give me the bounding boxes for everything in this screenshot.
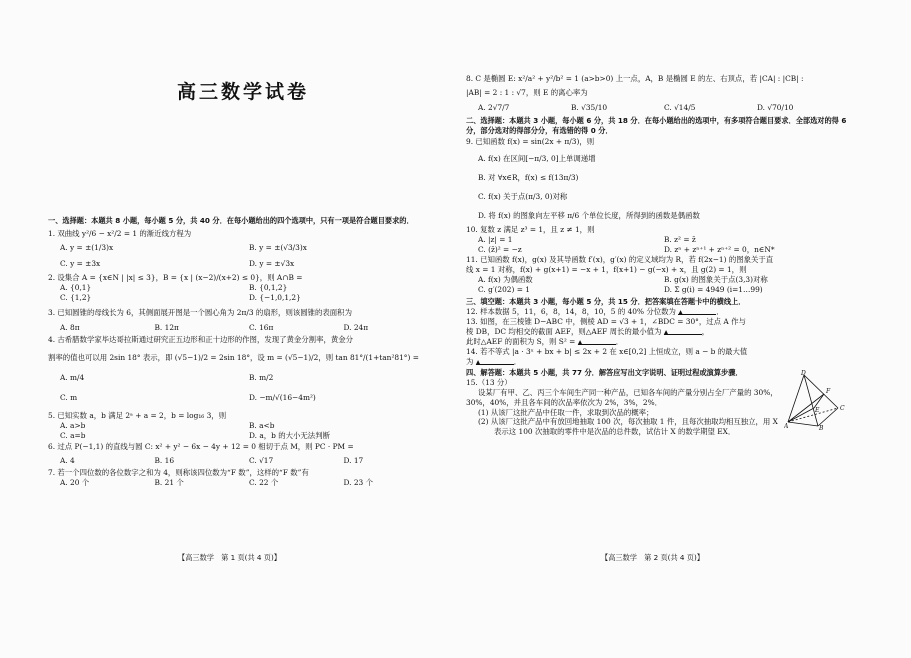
exam-title: 高三数学试卷 bbox=[176, 81, 309, 103]
question-8-line-2: |AB| = 2 : 1 : √7，则 E 的离心率为 bbox=[466, 87, 588, 97]
option: C. f(x) 关于点(π/3, 0)对称 bbox=[478, 192, 568, 202]
question-13-line-2: 棱 DB，DC 均相交的截面 AEF，则△AEF 周长的最小值为 ▲ ， bbox=[466, 326, 710, 336]
section-2-heading: 二、选择题：本题共 3 小题，每小题 6 分，共 18 分．在每小题给出的选项中，有多项符合题目要求．全部选对的得 6 分，部分选对的得部分分，有选错的得 0 分． bbox=[466, 115, 847, 135]
option: D. y = ±√3x bbox=[249, 258, 295, 268]
question-4-line-1: 4. 古希腊数学家毕达哥拉斯通过研究正五边形和正十边形的作图，发现了黄金分割率，黄金分 bbox=[48, 334, 354, 344]
question-8-options bbox=[466, 103, 850, 113]
question-15-title: 15.（13 分） bbox=[466, 377, 512, 387]
page-2-footer: 【高三数学 第 2 页(共 4 页)】 bbox=[601, 553, 704, 562]
answer-blank bbox=[678, 307, 716, 315]
option: A. a>b bbox=[60, 420, 86, 430]
blank-mark: ▲ bbox=[577, 338, 583, 346]
question-15-line-1: 设某厂有甲、乙、丙三个车间生产同一种产品，已知各车间的产量分别占全厂产量的 30%， bbox=[478, 387, 778, 397]
option: C. 22 个 bbox=[249, 478, 279, 488]
option: C. a=b bbox=[60, 430, 86, 440]
question-10-options bbox=[466, 235, 850, 255]
question-14-line-2: 为 ▲ ． bbox=[466, 356, 522, 366]
option: A. f(x) 在区间[−π/3, 0]上单调递增 bbox=[478, 154, 596, 164]
question-12-text: 12. 样本数据 5，11，6，8，14，8，10，5 的 40% 分位数为 bbox=[466, 306, 676, 316]
option: B. y = ±(√3/3)x bbox=[249, 242, 307, 252]
edge-DC bbox=[804, 375, 838, 408]
label-E: E bbox=[815, 407, 820, 414]
question-4-line-2: 割率的值也可以用 2sin 18° 表示，即 (√5−1)/2 = 2sin 18°，设 m = (√5−1)/2，则 tan 81°/(1+tan²81°) = bbox=[48, 352, 419, 362]
question-7-options bbox=[48, 478, 438, 488]
option: B. 16 bbox=[154, 456, 175, 466]
option: B. g(x) 的图象关于点(3,3)对称 bbox=[664, 275, 768, 285]
option: A. {0,1} bbox=[60, 282, 92, 292]
option: C. 16π bbox=[249, 322, 274, 332]
question-15-part-2: (2) 从该厂这批产品中有放回地抽取 100 次，每次抽取 1 件，且每次抽取均相互独立，用 X bbox=[478, 417, 778, 427]
option: A. 20 个 bbox=[60, 478, 90, 488]
option: D. 将 f(x) 的图象向左平移 π/6 个单位长度，所得到的函数是偶函数 bbox=[478, 211, 700, 221]
blank-mark: ▲ bbox=[475, 358, 481, 366]
question-15-line-2: 30%，40%，并且各车间的次品率依次为 2%，3%，2%． bbox=[466, 397, 663, 407]
option: D. √70/10 bbox=[757, 102, 794, 112]
answer-blank bbox=[578, 337, 616, 345]
option: B. 12π bbox=[154, 322, 179, 332]
option: C. √17 bbox=[249, 456, 274, 466]
question-3-options bbox=[48, 323, 438, 333]
question-11-options bbox=[466, 275, 850, 295]
option: A. y = ±(1/3)x bbox=[60, 242, 114, 252]
blank-mark: ▲ bbox=[663, 328, 669, 336]
label-B: B bbox=[819, 425, 824, 430]
question-10: 10. 复数 z 满足 z³ = 1，且 z ≠ 1，则 bbox=[466, 225, 595, 235]
option: B. m/2 bbox=[249, 372, 274, 382]
question-13-text-2: 此时△AEF 的面积为 S，则 S² = bbox=[466, 336, 576, 346]
page-2 bbox=[466, 74, 850, 594]
question-7: 7. 若一个四位数的各位数字之和为 4，则称该四位数为“F 数”，这样的“F 数”有 bbox=[48, 468, 309, 478]
blank-mark: ▲ bbox=[678, 308, 683, 316]
option: B. 21 个 bbox=[154, 478, 184, 488]
option: A. |z| = 1 bbox=[478, 235, 513, 245]
option: A. m/4 bbox=[60, 372, 85, 382]
question-13-line-3: 此时△AEF 的面积为 S，则 S² = ▲ ． bbox=[466, 336, 624, 346]
section-3-heading: 三、填空题：本题共 3 小题，每小题 5 分，共 15 分．把答案填在答题卡中的横线上． bbox=[466, 297, 746, 307]
option: B. a<b bbox=[249, 420, 275, 430]
edge-AB bbox=[788, 422, 818, 426]
question-4-options bbox=[48, 373, 438, 403]
answer-blank bbox=[664, 327, 702, 335]
option: D. 17 bbox=[343, 456, 364, 466]
option: A. 2√7/7 bbox=[478, 102, 510, 112]
option: D. Σ g(i) = 4949 (i=1…99) bbox=[664, 285, 763, 295]
option: D. {−1,0,1,2} bbox=[249, 292, 301, 302]
option: A. f(x) 为偶函数 bbox=[478, 275, 533, 285]
question-2-options bbox=[48, 283, 438, 303]
option: C. (z̄)² = −z bbox=[478, 245, 522, 255]
question-9: 9. 已知函数 f(x) = sin(2x + π/3)，则 bbox=[466, 137, 595, 147]
question-1-options bbox=[48, 243, 438, 269]
section-1-heading: 一、选择题：本题共 8 小题，每小题 5 分，共 40 分．在每小题给出的四个选项中，只有一项是符合题目要求的． bbox=[48, 216, 414, 225]
question-6-options bbox=[48, 456, 438, 466]
question-11-line-1: 11. 已知函数 f(x)，g(x) 及其导函数 f′(x)，g′(x) 的定义域均为 R，若 f(2x−1) 的图象关于直 bbox=[466, 255, 774, 265]
question-13-text: 棱 DB，DC 均相交的截面 AEF，则△AEF 周长的最小值为 bbox=[466, 326, 662, 336]
answer-blank bbox=[476, 357, 514, 365]
section-4-heading: 四、解答题：本题共 5 小题，共 77 分．解答应写出文字说明、证明过程或演算步骤． bbox=[466, 367, 743, 377]
label-A: A bbox=[784, 423, 789, 430]
question-12: 12. 样本数据 5，11，6，8，14，8，10，5 的 40% 分位数为 ▲ ． bbox=[466, 306, 724, 316]
option: C. m bbox=[60, 392, 78, 402]
option: C. {1,2} bbox=[60, 292, 92, 302]
option: D. a，b 的大小无法判断 bbox=[249, 430, 330, 440]
question-13-line-1: 13. 如图，在三棱锥 D−ABC 中，侧棱 AD = √3 + 1，∠BDC = 30°，过点 A 作与 bbox=[466, 316, 746, 326]
option: B. z² = z̄ bbox=[664, 235, 696, 245]
page-1-content bbox=[48, 216, 438, 488]
label-C: C bbox=[840, 405, 845, 412]
question-9-options bbox=[466, 154, 850, 221]
option: B. √35/10 bbox=[571, 102, 608, 112]
page-1 bbox=[48, 60, 438, 580]
question-3: 3. 已知圆锥的母线长为 6，其侧面展开图是一个圆心角为 2π/3 的扇形，则该圆锥的表面积为 bbox=[48, 307, 352, 317]
option: D. −m/√(16−4m²) bbox=[249, 392, 316, 402]
option: D. 24π bbox=[343, 322, 369, 332]
question-5-options bbox=[48, 421, 438, 441]
label-F: F bbox=[826, 388, 831, 395]
question-15-part-1: (1) 从该厂这批产品中任取一件，求取到次品的概率； bbox=[478, 407, 654, 417]
question-6: 6. 过点 P(−1,1) 的直线与圆 C: x² + y² − 6x − 4y + 12 = 0 相切于点 M，则 PC · PM = bbox=[48, 442, 354, 452]
option: B. {0,1,2} bbox=[249, 282, 288, 292]
label-D: D bbox=[801, 370, 806, 377]
question-8-line-1: 8. C 是椭圆 E: x²/a² + y²/b² = 1 (a>b>0) 上一点，A，B 是椭圆 E 的左、右顶点，若 |CA| : |CB| : bbox=[466, 74, 804, 83]
option: D. 23 个 bbox=[343, 478, 374, 488]
option: B. 对 ∀x∈R，f(x) ≤ f(13π/3) bbox=[478, 173, 579, 183]
tetrahedron-figure bbox=[784, 370, 856, 430]
question-14-line-1: 14. 若不等式 |a · 3ˣ + bx + b| ≤ 2x + 2 在 x∈[0,2] 上恒成立，则 a − b 的最大值 bbox=[466, 346, 748, 356]
question-14-text: 为 bbox=[466, 356, 474, 366]
question-1: 1. 双曲线 y²/6 − x²/2 = 1 的渐近线方程为 bbox=[48, 228, 192, 238]
page-1-footer: 【高三数学 第 1 页(共 4 页)】 bbox=[178, 553, 281, 562]
option: A. 8π bbox=[60, 322, 80, 332]
option: C. g′(202) = 1 bbox=[478, 285, 530, 295]
question-15-part-2-cont: 表示这 100 次抽取的零件中是次品的总件数，试估计 X 的数学期望 EX． bbox=[494, 427, 736, 437]
option: A. 4 bbox=[60, 456, 75, 466]
option: C. √14/5 bbox=[664, 102, 696, 112]
option: D. zⁿ + zⁿ⁺¹ + zⁿ⁺² = 0，n∈N* bbox=[664, 245, 775, 255]
option: C. y = ±3x bbox=[60, 258, 101, 268]
question-11-line-2: 线 x = 1 对称，f(x) + g(x+1) = −x + 1，f(x+1) − g(−x) + x，且 g(2) = 1，则 bbox=[466, 265, 747, 275]
question-5: 5. 已知实数 a，b 满足 2ᵃ + a = 2，b = log₁₆ 3，则 bbox=[48, 410, 227, 420]
question-2: 2. 设集合 A = {x∈N | |x| ≤ 3}，B = {x | (x−2)/(x+2) ≤ 0}，则 A∩B = bbox=[48, 272, 303, 282]
